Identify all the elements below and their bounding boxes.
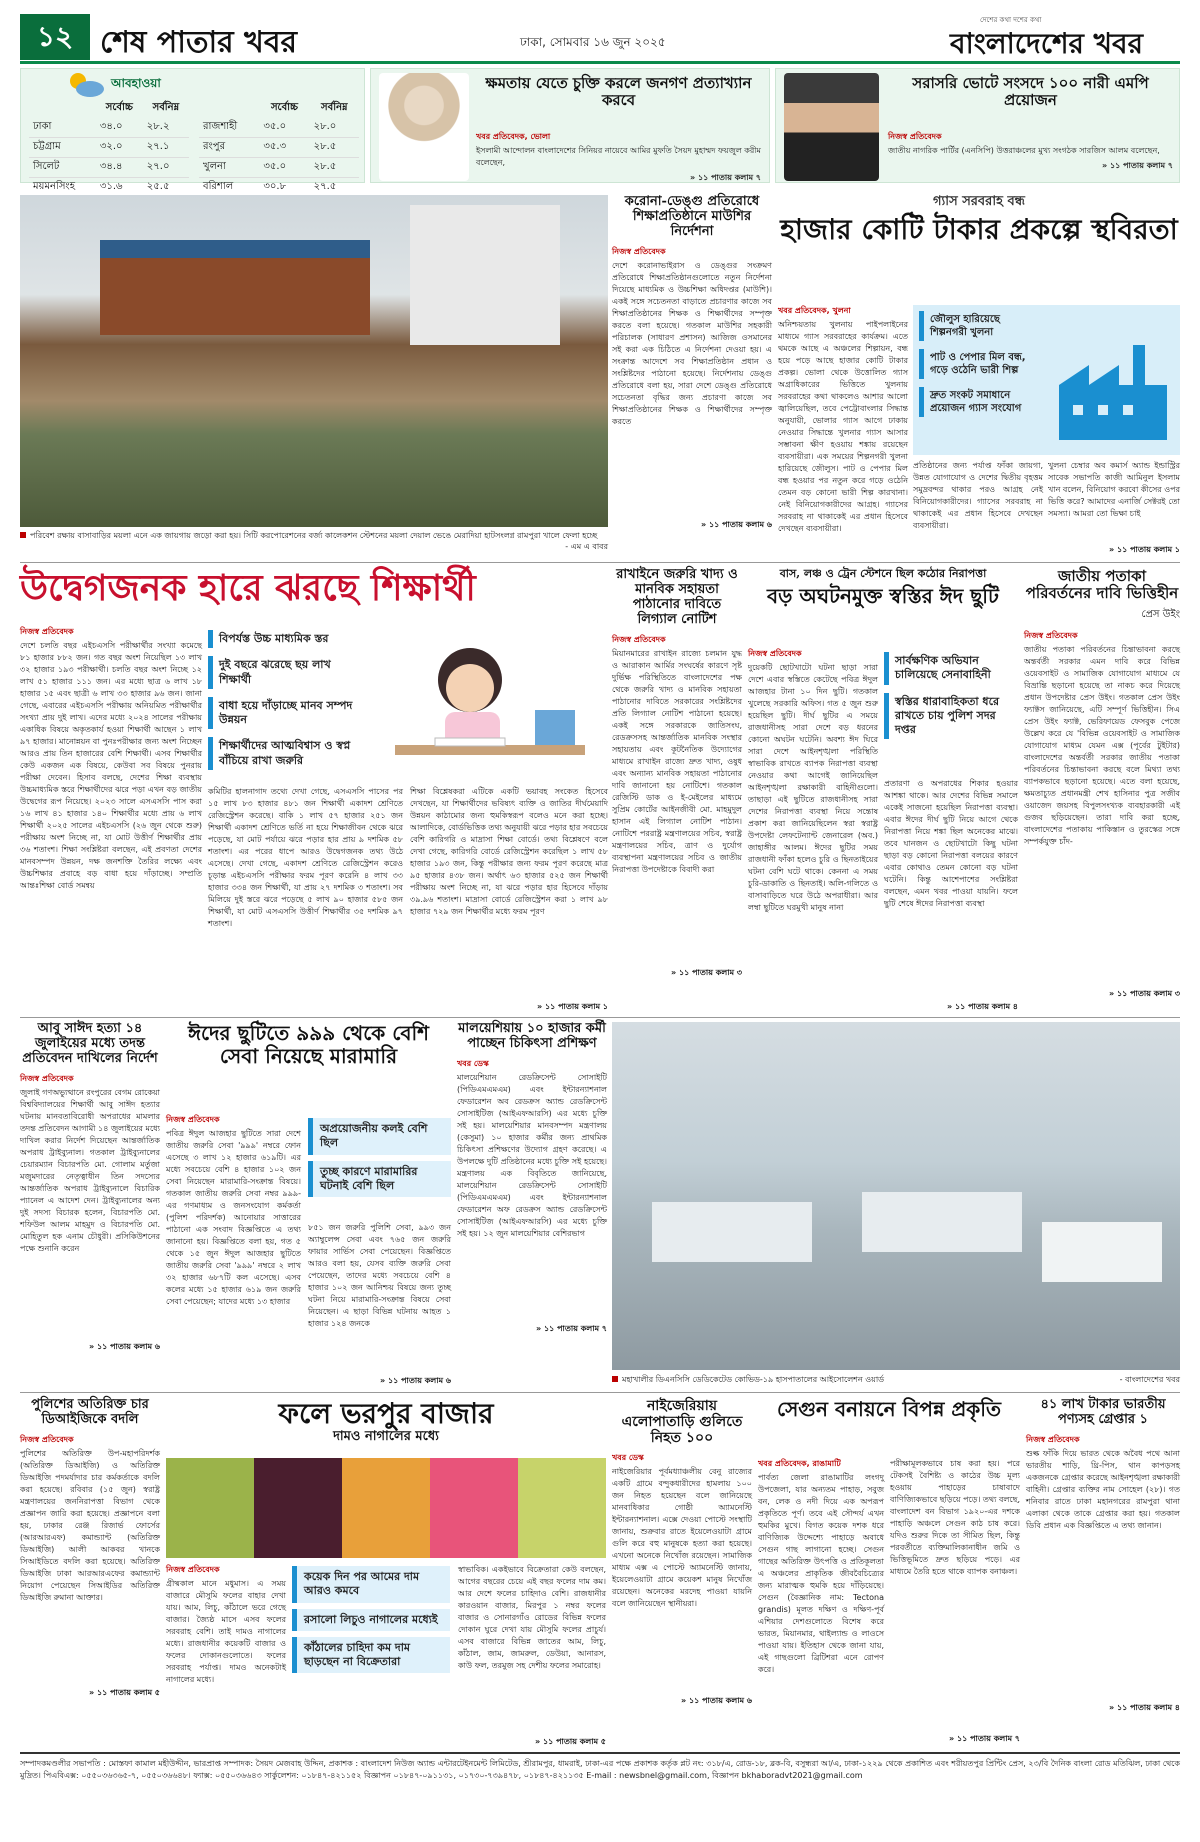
article-malaysia: মালয়েশিয়ায় ১০ হাজার কর্মী পাচ্ছেন চিকিৎসা প্রশিক্ষণ খবর ডেস্ক মালয়েশিয়ান রেডক্রিসেন্ট সোসাইটি (পিডিএমএমএম) এবং ইন্টারন্যাশনাল ফেডারেশন অব রেডক্রস অ্যান্ড রেডক্রিসেন্ট সোসাইটিজ (আইএফআরসি) এর মধ্যে চুক্তি সই হয়। মালয়েশিয়ার মানবসম্পদ মন্ত্রণালয় (কেসুমা) ১০ হাজার কর্মীর জন্য প্রাথমিক চিকিৎসা প্রশিক্ষণের উদ্যোগ গ্রহণ করেছে। এ উপলক্ষে দুটি প্রতিষ্ঠানের মধ্যে চুক্তি সই হয়েছে। মন্ত্রণালয় এক বিবৃতিতে জানিয়েছে, মালয়েশিয়ান রেডক্রিসেন্ট সোসাইটি (পিডিএমএমএম) এবং ইন্টারন্যাশনাল ফেডারেশন অফ রেডক্রস অ্যান্ড রেডক্রিসেন্ট সোসাইটিজ (আইএফআরসি) এর মধ্যে চুক্তি সই হয়। ১২ জুন মালয়েশিয়ার বেশিরভাগ » ১১ পাতায় কলাম ৭ <box>457 1021 607 1333</box>
factory-icon <box>1053 325 1173 449</box>
teaser-body: খবর প্রতিবেদক, ভোলা ইসলামী আন্দোলন বাংলাদেশের সিনিয়র নায়েবে আমির মুফতি সৈয়দ মুহাম্মদ ফয়জুল করীম বলেছেন, » ১১ পাতায় কলাম ৭ <box>476 132 761 182</box>
student-illustration <box>375 630 605 780</box>
article-headline: ঈদের ছুটিতে ৯৯৯ থেকে বেশি সেবা নিয়েছে মারামারি <box>187 1021 430 1068</box>
article-flag: জাতীয় পতাকা পরিবর্তনের দাবি ভিত্তিহীন প্রেস উইং নিজস্ব প্রতিবেদক জাতীয় পতাকা পরিবর্তনের চিন্তাভাবনা করছে অন্তর্বর্তী সরকার এমন দাবি করে বিভিন্ন ওয়েবসাইট ও সামাজিক যোগাযোগ মাধ্যমে যে বিভ্রান্তি ছড়ানো হয়েছে তা নাকচ করে দিয়েছে প্রধান উপদেষ্টার প্রেস উইং। গতকাল প্রেস উইং ফ্যাক্টস জানিয়েছে, এটি সম্পূর্ণ ভিত্তিহীন। সিএ প্রেস উইং ফ্যাক্ট, ভেরিফায়েড ফেসবুক পেজে উল্লেখ করে যে 'বিভিন্ন ওয়েবসাইট ও সামাজিক যোগাযোগ মাধ্যম যেমন এক্স (পূর্বের টুইটার) বাংলাদেশের অন্তর্বর্তী সরকার জাতীয় পতাকা পরিবর্তনের চিন্তাভাবনা করছে বলে মিথ্যা তথ্য ব্যাপকভাবে ছড়ানো হয়েছে। এতে বলা হয়েছে, ক্ষমতাচ্যুত প্রধানমন্ত্রী শেখ হাসিনার পুত্র সজীব ওয়াজেদ জয়সহ বিপুলসংখ্যক ব্যবহারকারী এই গুজব ছড়িয়েছেন। তারা দাবি করা হচ্ছে, বাংলাদেশের পতাকায় পাকিস্তান ও তুরস্কের সঙ্গে সম্পর্কযুক্ত চাঁদ- » ১১ পাতায় কলাম ৩ <box>1024 567 1180 998</box>
article-abu-sayeed: আবু সাঈদ হত্যা ১৪ জুলাইয়ের মধ্যে তদন্ত প্রতিবেদন দাখিলের নির্দেশ নিজস্ব প্রতিবেদক জুলাই গণঅভ্যুত্থানে রংপুরের বেগম রোকেয়া বিশ্ববিদ্যালয়ের শিক্ষার্থী আবু সাঈদ হত্যার ঘটনায় মানবতাবিরোধী অপরাধের মামলার তদন্ত প্রতিবেদন আগামী ১৪ জুলাইয়ের মধ্যে দাখিল করার নির্দেশ দিয়েছেন আন্তর্জাতিক অপরাধ ট্রাইব্যুনাল। গতকাল ট্রাইব্যুনালের চেয়ারম্যান বিচারপতি মো. গোলাম মর্তুজা মজুমদারের নেতৃত্বাধীন তিন সদস্যের আন্তর্জাতিক অপরাধ ট্রাইব্যুনালে বিচারিক প্যানেল এ আদেশ দেন। ট্রাইব্যুনালের অন্য দুই সদস্য বিচারক হলেন, বিচারপতি মো. শফিউল আলম মাহমুদ ও বিচারপতি মো. মোহিতুল হক এনাম চৌধুরী। প্রসিকিউশনের পক্ষে শুনানি করেন » ১১ পাতায় কলাম ৬ <box>20 1021 160 1351</box>
fruit-photo <box>166 1458 606 1558</box>
masthead <box>20 14 1180 64</box>
teaser-headline: ক্ষমতায় যেতে চুক্তি করলে জনগণ প্রত্যাখ্যান করবে <box>485 74 752 110</box>
imprint-footer: সম্পাদকমণ্ডলীর সভাপতি : মোস্তফা কামাল মহীউদ্দীন, ভারপ্রাপ্ত সম্পাদক: সৈয়দ মেজবাহ উদ্দিন, প্রকাশক : বাংলাদেশ নিউজ অ্যান্ড এন্টারটেইনমেন্ট লিমিটেড, শ্রীরামপুর, ধামরাই, ঢাকা-এর পক্ষে প্রকাশক কর্তৃক প্লট নং: ৩১৮/এ, রোড-১৮, ব্লক-বি, বসুন্ধরা আ/এ, ঢাকা-১২২৯ থেকে প্রকাশিত এবং শরীয়তপুর প্রিন্টিং প্রেস, ২৩/বি দৈনিক বাংলা রোড মতিঝিল, ঢাকা থেকে মুদ্রিত। পিএবিএক্স: ০৫৫০৩৬৩৬৫-৭, ০৫৫০৩৬৬৪৮। ফ্যাক্স: ০৫৫০৩৬৬৪৩ সার্কুলেশন: ০১৮৪৭-৪২১১৫২ বিজ্ঞাপন ০১৮৪৭-০৯১১৩১, ০১৭৩০-৭৩৯৪৭৮, ০১৮৪৭-৪২১১৩৫ E-mail : newsbnel@gmail.com, বিজ্ঞাপন bkhaboradvt2021@gmail.com <box>20 1759 1180 1780</box>
portrait-photo <box>379 73 469 181</box>
photo-waste-canal <box>20 195 608 527</box>
article-kicker: বাস, লঞ্চ ও ট্রেন স্টেশনে ছিল কঠোর নিরাপত্তা <box>779 567 987 580</box>
weather-icon <box>66 71 106 99</box>
article-gas: গ্যাস সরবরাহ বন্ধ হাজার কোটি টাকার প্রকল্পে স্থবিরতা খবর প্রতিবেদক, খুলনা অনিশ্চয়তায় খুলনায় পাইপলাইনের মাধ্যমে গ্যাস সরবরাহের কার্যক্রম। এতে থমকে আছে এ অঞ্চলের শিল্পায়ন, বন্ধ হয়ে পড়ে আছে হাজার কোটি টাকার প্রকল্প। ভোলা থেকে উত্তোলিত গ্যাস অগ্রাধিকারের ভিত্তিতে খুলনায় সরবরাহের কথা থাকলেও আশার আলো জ্বালিয়েছিল, তবে পেট্রোবাংলার সিদ্ধান্ত অনুযায়ী, ভোলার গ্যাস আগে ঢাকায় নেওয়ার সিদ্ধান্তে খুলনার গ্যাস আসার সম্ভাবনা ক্ষীণ হওয়ায় শঙ্কায় রয়েছেন ব্যবসায়ীরা। এক সময়ের শিল্পনগরী খুলনা হারিয়েছে জৌলুস। পাট ও পেপার মিল বন্ধ হওয়ার পর নতুন করে গড়ে ওঠেনি তেমন বড় কোনো ভারী শিল্প কারখানা। নেই বিনিয়োগকারীদের আগ্রহ। গ্যাসের সরবরাহ না থাকাকেই এর প্রধান হিসেবে দেখছেন ব্যবসায়ীরা। জৌলুস হারিয়েছে শিল্পনগরী খুলনা পাট ও পেপার মিল বন্ধ, গড়ে ওঠেনি ভারী শিল্প দ্রুত সংকট সমাধানে প্রয়োজন গ্যাস সংযোগ প্রতিষ্ঠানের জন্য পর্যাপ্ত ফাঁকা জায়গা, উন্নত যোগাযোগ ও দেশের দ্বিতীয় বৃহত্তম সমুদ্রবন্দর থাকার পরও আগ্রহ নেই বিনিয়োগকারীদের। গ্যাসের সরবরাহ না থাকাকেই এর প্রধান হিসেবে দেখছেন ব্যবসায়ীরা। খুলনা চেম্বার অব কমার্স অ্যান্ড ইন্ডাস্ট্রির সাবেক সভাপতি কাজী আমিনুল ইসলাম খান বলেন, বিনিয়োগ করবো কীসের ওপর ভিত্তি করে? আমাদের এনার্জি সেক্টরই তো সমস্যা। আমরা তো ভিক্ষা চাই » ১১ পাতায় কলাম ১ <box>778 194 1180 554</box>
issue-date: ঢাকা, সোমবার ১৬ জুন ২০২৫ <box>520 35 666 49</box>
weather-box <box>20 68 365 192</box>
newspaper-name: বাংলাদেশের খবর <box>950 27 1144 60</box>
article-corona: করোনা-ডেঙ্গু প্রতিরোধে শিক্ষাপ্রতিষ্ঠানে মাউশির নির্দেশনা নিজস্ব প্রতিবেদক দেশে করোনাভাইরাস ও ডেঙ্গুর সংক্রমণ প্রতিরোধে শিক্ষাপ্রতিষ্ঠানগুলোতে নতুন নির্দেশনা দিয়েছে মাধ্যমিক ও উচ্চশিক্ষা অধিদপ্তর (মাউশি)। একই সঙ্গে সচেতনতা বাড়াতে প্রচারণার কাজে সব শিক্ষাপ্রতিষ্ঠানের শিক্ষক ও শিক্ষার্থীদের সম্পৃক্ত করতে বলা হয়েছে। গতকাল মাউশির সহকারী পরিচালক (সাধারণ প্রশাসন) আজিজ ওসমানের সই করা এক চিঠিতে এ নির্দেশনা দেওয়া হয়। এ সংক্রান্ত আদেশে সব শিক্ষাপ্রতিষ্ঠান প্রধান ও সংশ্লিষ্টদের পাঠানো হয়েছে। নির্দেশনায় ডেঙ্গু প্রতিরোধে বলা হয়, সারা দেশে ডেঙ্গু প্রতিরোধে সচেতনতা বৃদ্ধির জন্য প্রচারণা কাজে সব শিক্ষাপ্রতিষ্ঠানের শিক্ষক ও শিক্ষার্থীদের সম্পৃক্ত করতে » ১১ পাতায় কলাম ৬ <box>612 194 772 529</box>
weather-title: আবহাওয়া <box>111 76 161 90</box>
weather-table-right: সর্বোচ্চ সর্বনিম্ন রাজশাহী ৩৫.০ ২৮.০ রংপুর ৩৫.৩ ২৮.৫ খুলনা ৩৫.০ ২৮.৫ বরিশাল ৩০.৮ ২৭.৫ <box>199 99 359 198</box>
section-title: শেষ পাতার খবর <box>100 25 298 60</box>
weather-table-left: সর্বোচ্চ সর্বনিম্ন ঢাকা ৩৪.০ ২৮.২ চট্টগ্রাম ৩২.০ ২৭.১ সিলেট ৩৪.৪ ২৭.০ ময়মনসিংহ ৩১.৬ ২৫.৫ <box>29 99 189 198</box>
article-headline: করোনা-ডেঙ্গু প্রতিরোধে শিক্ষাপ্রতিষ্ঠানে মাউশির নির্দেশনা <box>624 194 760 239</box>
article-headline: হাজার কোটি টাকার প্রকল্পে স্থবিরতা <box>780 212 1178 246</box>
photo-caption: মহাখালীর ডিএনসিসি ডেডিকেটেড কোভিড-১৯ হাসপাতালের আইসোলেশন ওয়ার্ড - বাংলাদেশের খবর <box>612 1374 1180 1385</box>
article-nigeria: নাইজেরিয়ায় এলোপাতাড়ি গুলিতে নিহত ১০০ খবর ডেস্ক নাইজেরিয়ার পূর্বমধ্যাঞ্চলীয় বেনু রাজ্যের একটি গ্রামে বন্দুকধারীদের হামলায় ১০০ জন নিহত হয়েছেন বলে জানিয়েছে মানবাধিকার গোষ্ঠী অ্যামনেস্টি ইন্টারন্যাশনাল। এক্সে দেওয়া পোস্টে সংস্থাটি জানায়, শুক্রবার রাতে ইয়েলেওয়াটা গ্রামে গুলি করে বহু মানুষকে হত্যা করা হয়েছে। এখনো অনেকে নিখোঁজ রয়েছেন। সামাজিক মাধ্যম এক্স এ পোস্টে অ্যামনেস্টি জানায়, ইয়েলেওয়াটা গ্রামে কয়েকশ মানুষ নিখোঁজ রয়েছেন। অনেকের মরদেহ পাওয়া যায়নি বলে জানিয়েছেন স্থানীয়রা। » ১১ পাতায় কলাম ৬ <box>612 1398 752 1706</box>
photo-isolation-ward <box>612 1022 1180 1370</box>
article-headline: পুলিশের অতিরিক্ত চার ডিআইজিকে বদলি <box>31 1397 149 1427</box>
gas-infobox: জৌলুস হারিয়েছে শিল্পনগরী খুলনা পাট ও পেপার মিল বন্ধ, গড়ে ওঠেনি ভারী শিল্প দ্রুত সংকট সমাধানে প্রয়োজন গ্যাস সংযোগ <box>913 305 1180 455</box>
page-number: ১২ <box>20 14 90 60</box>
article-headline: আবু সাঈদ হত্যা ১৪ জুলাইয়ের মধ্যে তদন্ত প্রতিবেদন দাখিলের নির্দেশ <box>22 1021 158 1066</box>
teaser-body: নিজস্ব প্রতিবেদক জাতীয় নাগরিক পার্টির (এনসিপি) উত্তরাঞ্চলের মুখ্য সংগঠক সারজিস আলম বলেছেন, » ১১ পাতায় কলাম ৭ <box>888 132 1173 170</box>
teaser-headline: সরাসরি ভোটে সংসদে ১০০ নারী এমপি প্রয়োজন <box>912 74 1149 110</box>
article-headline: জাতীয় পতাকা পরিবর্তনের দাবি ভিত্তিহীন <box>1025 567 1179 603</box>
article-indian-goods: ৪১ লাখ টাকার ভারতীয় পণ্যসহ গ্রেপ্তার ১ নিজস্ব প্রতিবেদক শুল্ক ফাঁকি দিয়ে ভারত থেকে অবৈধ পথে আনা ভারতীয় শাড়ি, থ্রি-পিস, থান কাপড়সহ একজনকে গ্রেপ্তার করেছে আইনশৃঙ্খলা রক্ষাকারী বাহিনী। গ্রেপ্তার ব্যক্তির নাম সোহেল (২৮)। গত শনিবার রাতে ঢাকা মহানগরের রামপুরা থানা এলাকা থেকে তাকে গ্রেপ্তার করা হয়। গতকাল ডিবি প্রধান এক বিজ্ঞপ্তিতে এ তথ্য জানান। » ১১ পাতায় কলাম ৪ <box>1026 1397 1180 1712</box>
article-headline: মালয়েশিয়ায় ১০ হাজার কর্মী পাচ্ছেন চিকিৎসা প্রশিক্ষণ <box>458 1021 606 1051</box>
top-teaser-right <box>775 68 1180 183</box>
slogan: দেশের কথা দশের কথা <box>980 16 1042 24</box>
article-eid: বাস, লঞ্চ ও ট্রেন স্টেশনে ছিল কঠোর নিরাপত্তা বড় অঘটনমুক্ত স্বস্তির ঈদ ছুটি নিজস্ব প্রতিবেদক দুয়েকটি ছোটখাটো ঘটনা ছাড়া সারা দেশে এবার স্বস্তিতে কেটেছে পবিত্র ঈদুল আজহার টানা ১০ দিন ছুটি। গতকাল খুলেছে সরকারি অফিস। গত ৫ জুন শুরু হয়েছিল ছুটি। দীর্ঘ ছুটির এ সময়ে রাজধানীসহ সারা দেশে বড় ধরনের কোনো অঘটন ঘটেনি। অবশ্য ঈদ ঘিরে সারা দেশে আইনশৃঙ্খলা পরিস্থিতি স্বাভাবিক রাখতে ব্যাপক নিরাপত্তা ব্যবস্থা নেওয়ার কথা আগেই জানিয়েছিল আইনশৃঙ্খলা রক্ষাকারী বাহিনীগুলো। তাছাড়া এই ছুটিতে রাজধানীসহ সারা দেশের নিরাপত্তা ব্যবস্থা নিয়ে সন্তোষ প্রকাশ করা জানিয়েছিলেন স্বরা স্বরাষ্ট্র উপদেষ্টা লেফটেন্যান্ট জেনারেল (অব.) জাহাঙ্গীর আলম। ঈদের ছুটির সময় রাজধানী ফাঁকা হলেও চুরি ও ছিনতাইয়ের ঘটনা বেশি ঘটে থাকে। কেননা এ সময় চুরি-ডাকাতি ও ছিনতাই। অলি-গলিতে ও বাসাবাড়িতে ঘরে উঠে অপরাধীরা। আর লম্বা ছুটিতে ঘরমুখী মানুষ নানা সার্বক্ষণিক অভিযান চালিয়েছে সেনাবাহিনী স্বস্তির ধারাবাহিকতা ধরে রাখতে চায় পুলিশ সদর দপ্তর প্রতারণা ও অপরাধের শিকার হওয়ার আশঙ্কা থাকে। আর দেশের বিভিন্ন সমালে একেই সাজনো হয়েছিল নিরাপত্তা ব্যবস্থা। এবার ঈদের দীর্ঘ ছুটি নিয়ে আগে থেকে নিরাপত্তা নিয়ে শঙ্কা ছিল অনেকের মাঝে। তবে ঘানজন ও ছোটখাটো কিছু ঘটনা ছাড়া বড় কোনো নিরাপত্তা বলয়ের কারণে এবার কোথাও তেমন কোনো বড় ঘটনা ঘটেনি। কিন্তু আশেপাশের সংশ্লিষ্টরা বলছেন, এমন খবর পাওয়া যায়নি। ফলে ছুটি শেষে ঈদের নিরাপত্তা ব্যবস্থা » ১১ পাতায় কলাম ৪ <box>748 567 1018 1011</box>
article-lead: উদ্বেগজনক হারে ঝরছে শিক্ষার্থী নিজস্ব প্রতিবেদক দেশে চলতি বছর এইচএসসি পরীক্ষার্থীর সংখ্যা কমেছে ৮১ হাজার ৮৮২ জন। গত বছর অংশ নিয়েছিল ১৩ লাখ ৩২ হাজার ১৯৩ পরীক্ষার্থী। চলতি বছর অংশ নিচ্ছে ১২ লাখ ৫১ হাজার ১১১ জন। এর মধ্যে ছাত্র ৬ লাখ ১৮ হাজার ১৫ এবং ছাত্রী ৬ লাখ ৩৩ হাজার ৯৬ জন। জানা গেছে, এবারের এইচএসসি পরীক্ষায় অনিয়মিত পরীক্ষার্থীর সংখ্যা প্রায় দুই লাখ। এদের মধ্যে ২০২৪ সালের পরীক্ষায় একাধিক বিষয়ে অকৃতকার্য হওয়া শিক্ষার্থী আছেন ১ লাখ ৯৭ হাজার। মানোন্নয়ন বা পুনঃপরীক্ষার জন্য অংশ নিচ্ছেন আরও প্রায় তিন হাজারের বেশি শিক্ষার্থী। এসব শিক্ষার্থীর কেউ একজন এক বিষয়ে, কেউবা সব বিষয়ে পুনরায় পরীক্ষা দেবেন। হিসাব বলছে, দেশের শিক্ষা ব্যবস্থায় উচ্চমাধ্যমিক স্তরে শিক্ষার্থীদের ঝরে পড়া এখন বড় জাতীয় উদ্বেগের রূপ নিয়েছে। ২০২৩ সালে এসএসসি পাস করা ১৬ লাখ ৪১ হাজার ১৪০ শিক্ষার্থীর মধ্যে প্রায় ৬ লাখ শিক্ষার্থী ২০২৫ সালের এইচএসসি (২৬ জুন থেকে শুরু) পরীক্ষায় অংশ নিচ্ছে না, যা মোট উত্তীর্ণ শিক্ষার্থীর প্রায় ৩৬ শতাংশ। শিক্ষা সংশ্লিষ্টরা বলছেন, এই প্রবণতা দেশের মানবসম্পদ উন্নয়ন, দক্ষ জনশক্তি তৈরির লক্ষ্যে এবং উচ্চশিক্ষার প্রবাহে বড় বাধা হয়ে দাঁড়াচ্ছে। সম্প্রতি আন্তঃশিক্ষা বোর্ড সমন্বয় বিপর্যস্ত উচ্চ মাধ্যমিক স্তর দুই বছরে ঝরেছে ছয় লাখ শিক্ষার্থী বাধা হয়ে দাঁড়াচ্ছে মানব সম্পদ উন্নয়ন শিক্ষার্থীদের আত্মবিশ্বাস ও স্বপ্ন বাঁচিয়ে রাখা জরুরি কমিটির হালনাগাদ তথ্যে দেখা গেছে, এসএসসি পাসের পর ১৫ লাখ ৮৩ হাজার ৪৮১ জন শিক্ষার্থী একাদশ শ্রেণিতে রেজিস্ট্রেশন করেছে। বাকি ১ লাখ ৫৭ হাজার ২৫১ জন শিক্ষার্থী একাদশ শ্রেণিতে ভর্তি না হয়ে শিক্ষাজীবন থেকে ঝরে পড়েছে, যা মোট পর্যায়ে ঝরে পড়ার হার প্রায় ৯ দশমিক ৫৮ শতাংশ। এর পরের ধাপে আরও উদ্বেগজনক তথ্য উঠে এসেছে। দেখা গেছে, একাদশ শ্রেণিতে রেজিস্ট্রেশন করেও চূড়ান্ত এইচএসসি পরীক্ষার ফরম পূরণ করেনি ৪ লাখ ৩৩ হাজার ৩৩৪ জন শিক্ষার্থী, যা প্রায় ২৭ দশমিক ৩ শতাংশ। সব মিলিয়ে দুই স্তরে ঝরে পড়েছে ৫ লাখ ৯০ হাজার ৫৮৫ জন শিক্ষার্থী, যা মোট এসএসসি উত্তীর্ণ শিক্ষার্থীর ৩৫ দশমিক ৯৭ শতাংশ। শিক্ষা বিশ্লেষকরা এটিকে একটি ভয়াবহ সংকেত হিসেবে দেখছেন, যা শিক্ষার্থীদের ভবিষ্যৎ ব্যক্তি ও জাতির দীর্ঘমেয়াদি উন্নয়ন কাঠামোর জন্য হুমকিস্বরূপ বলেও মনে করা হচ্ছে। আলাদিকে, বোর্ডভিত্তিক তথ্য অনুযায়ী ঝরে পড়ার হার সবচেয়ে বেশি কারিগরি ও মাদ্রাসা শিক্ষা বোর্ডে। তথ্য বিশ্লেষণে বলে দেখা গেছে, কারিগরি বোর্ডে রেজিস্ট্রেশন করেছিল ১ লাখ ৫৮ হাজার ১৯৩ জন, কিন্তু পরীক্ষার জন্য ফরম পূরণ করেছে মাত্র ৯৫ হাজার ৪৩৮ জন। অর্থাৎ ৬৩ হাজার ৫২৫ জন শিক্ষার্থী পরীক্ষায় অংশ নিচ্ছে না, যা ঝরে পড়ার হার হিসেবে দাঁড়ায় ৩৯.৯৬ শতাংশ। মাদ্রাসা বোর্ডে রেজিস্ট্রেশন করা ১ লাখ ৯৮ হাজার ৭২৯ জন শিক্ষার্থীর মধ্যে ফরম পূরণ » ১১ পাতায় কলাম ১ <box>20 567 608 1011</box>
article-fruit-market: ফলে ভরপুর বাজার দামও নাগালের মধ্যে নিজস্ব প্রতিবেদক গ্রীষ্মকাল মানে মধুমাস। এ সময় বাজারে মৌসুমি ফলের বাহার দেখা যায়। আম, লিচু, কাঁঠালে ভরে গেছে বাজার। জ্যৈষ্ঠ মাসে এসব ফলের সরবরাহ বেশি। তাই দামও নাগালের মধ্যে। রাজধানীর কয়েকটি বাজার ও ফলের দোকানগুলোতে। ফলের সরবরাহ পর্যাপ্ত। দামও অনেকটাই নাগালের মধ্যে। কয়েক দিন পর আমের দাম আরও কমবে রসালো লিচুও নাগালের মধ্যেই কাঁঠালের চাহিদা কম দাম ছাড়ছেন না বিক্রেতারা স্বাভাবিক। একইভাবে বিক্রেতারা কেউ বলছেন, আগের বছরের চেয়ে এই বছর ফলের দাম কম। আর দেশে ফলের চাহিদাও বেশি। রাজধানীর কারওয়ান বাজার, মিরপুর ১ নম্বর ফলের বাজার ও সোনারগাঁও রোডের বিভিন্ন ফলের দোকান ঘুরে দেখা যায় মৌসুমি ফলের প্রাচুর্য। এসব বাজারে বিভিন্ন জাতের আম, লিচু, কাঁঠাল, জাম, জামরুল, ডেউয়া, আনারস, কাউ ফল, তরমুজ সহ দেশীয় ফলের সমারোহ। » ১১ পাতায় কলাম ৫ <box>166 1397 606 1746</box>
article-kicker: গ্যাস সরবরাহ বন্ধ <box>933 194 1025 209</box>
article-headline: ফলে ভরপুর বাজার <box>278 1397 494 1430</box>
article-police-transfer: পুলিশের অতিরিক্ত চার ডিআইজিকে বদলি নিজস্ব প্রতিবেদক পুলিশের অতিরিক্ত উপ-মহাপরিদর্শক (অতিরিক্ত ডিআইজি) ও অতিরিক্ত ডিআইজি পদমর্যাদার চার কর্মকর্তাকে বদলি করা হয়েছে। রবিবার (১৫ জুন) স্বরাষ্ট্র মন্ত্রণালয়ের জননিরাপত্তা বিভাগ থেকে প্রজ্ঞাপন জারি করা হয়েছে। প্রজ্ঞাপনে বলা হয়, ঢাকার রেঞ্জ রিজার্ভ ফোর্সের (আরআরএফ) কমান্ড্যান্ট (অতিরিক্ত ডিআইজি) আলী আকবর খানকে সিআইডিতে বদলি করা হয়েছে। অতিরিক্ত ডিআইজি ঢাকা আরআরএফের কমান্ড্যান্ট নিয়োগ পেয়েছেন সিআইডির অতিরিক্ত ডিআইজি রুমানা আক্তার। » ১১ পাতায় কলাম ৫ <box>20 1397 160 1697</box>
article-subheadline: দামও নাগালের মধ্যে <box>333 1429 439 1445</box>
article-headline: রাখাইনে জরুরি খাদ্য ও মানবিক সহায়তা পাঠানোর দাবিতে লিগ্যাল নোটিশ <box>616 567 738 627</box>
article-999: ঈদের ছুটিতে ৯৯৯ থেকে বেশি সেবা নিয়েছে মারামারি নিজস্ব প্রতিবেদক পবিত্র ঈদুল আজহার ছুটিতে সারা দেশে জাতীয় জরুরি সেবা '৯৯৯' নম্বরে ফোন এসেছে ৩ লাখ ১২ হাজার ৬১৯টি। এর মধ্যে সবচেয়ে বেশি ৪ হাজার ১০২ জন সেবা নিয়েছেন মারামারি-সংক্রান্ত বিষয়ে। গতকাল জাতীয় জরুরি সেবা নম্বর ৯৯৯-এর গণমাধ্যম ও জনসংযোগ কর্মকর্তা (পুলিশ পরিদর্শক) আনোয়ার সাত্তারের পাঠানো এক সংবাদ বিজ্ঞপ্তিতে এ তথ্য জানানো হয়। বিজ্ঞপ্তিতে বলা হয়, গত ৫ থেকে ১৫ জুন ঈদুল আজহার ছুটিতে জাতীয় জরুরি সেবা '৯৯৯' নম্বরে ২ লাখ ৩২ হাজার ৬৮৭টি কল এসেছে। এসব কলের মধ্যে ১৫ হাজার ৬১৯ জন জরুরি সেবা পেয়েছেন; যাদের মধ্যে ১৩ হাজার অপ্রয়োজনীয় কলই বেশি ছিল তুচ্ছ কারণে মারামারির ঘটনাই বেশি ছিল ৮৫১ জন জরুরি পুলিশি সেবা, ৯৯৩ জন অ্যাম্বুলেন্স সেবা এবং ৭৬৫ জন জরুরি ফায়ার সার্ভিস সেবা পেয়েছেন। বিজ্ঞপ্তিতে আরও বলা হয়, যেসব ব্যক্তি জরুরি সেবা পেয়েছেন, তাদের মধ্যে সবচেয়ে বেশি ৪ হাজার ১০২ জন আনিশ্চয় বিষয়ে জন্য তুচ্ছ ঘটনা নিয়ে মারামারি-সংক্রান্ত বিষয়ে সেবা নিয়েছেন। এ ছাড়া বিভিন্ন ঘটনায় আহত ১ হাজার ১২৪ জনকে » ১১ পাতায় কলাম ৬ <box>166 1021 451 1385</box>
article-teak-forest: সেগুন বনায়নে বিপন্ন প্রকৃতি খবর প্রতিবেদক, রাঙামাটি পার্বত্য জেলা রাঙামাটির লংগদু উপজেলা, যার অন্যতম পাহাড়, সবুজ বন, লেক ও নদী দিয়ে এক অপরূপ প্রকৃতিতে পূর্ণ। তবে এই সৌন্দর্য এখন হুমকির মুখে। বিগত কয়েক দশক ধরে বাণিজ্যিক উদ্দেশ্যে পাহাড়ে অবাধে সেগুন গাছ লাগানো হচ্ছে। সেগুন গাছের অতিরিক্ত উৎপত্তি ও প্রতিকূলতা এ অঞ্চলের প্রাকৃতিক জীববৈচিত্র্যের জন্য মারাত্মক হুমকি হয়ে দাঁড়িয়েছে। সেগুন (বৈজ্ঞানিক নাম: Tectona grandis) মূলত দক্ষিণ ও দক্ষিণ-পূর্ব এশিয়ার দেশগুলোতে বিশেষ করে ভারত, মিয়ানমার, থাইল্যান্ড ও লাওসে পাওয়া যায়। ইতিহাস থেকে জানা যায়, এই গাছগুলো ব্রিটিশরা এনে রোপণ করে। পরীক্ষামূলকভাবে চাষ করা হয়। পরে টেকসই বৈশিষ্ট্য ও কাঠের উচ্চ মূল্য হওয়ায় পাহাড়ের চাষাবাদে বাণিজ্যিকভাবে ছড়িয়ে পড়ে। তথ্য বলছে, বাংলাদেশ বন বিভাগ ১৯২০-এর দশকে পাহাড়ি অঞ্চলে সেগুন কাঠ চাষ করে। যদিও শুরুর দিকে তা সীমিত ছিল, কিন্তু পরবর্তীতে ব্যক্তিমালিকানাধীন জমি ও ভিত্তিভূমিতে দ্রুত ছড়িয়ে পড়ে। এর মাধ্যমে তৈরি হতে থাকে ব্যাপক বনাঞ্চল। » ১১ পাতায় কলাম ৭ <box>758 1397 1020 1743</box>
article-headline: ৪১ লাখ টাকার ভারতীয় পণ্যসহ গ্রেপ্তার ১ <box>1040 1397 1166 1427</box>
article-legal-notice: রাখাইনে জরুরি খাদ্য ও মানবিক সহায়তা পাঠানোর দাবিতে লিগ্যাল নোটিশ নিজস্ব প্রতিবেদক মিয়ানমারের রাখাইন রাজ্যে চলমান যুদ্ধ ও আরাকান আর্মির সংঘর্ষের কারণে সৃষ্ট দুর্ভিক্ষ পরিস্থিতিতে বাংলাদেশের পক্ষ থেকে জরুরি খাদ্য ও মানবিক সহায়তা পাঠানোর দাবিতে সরকারের সংশ্লিষ্টদের প্রতি লিগ্যাল নোটিশ পাঠানো হয়েছে। একই সঙ্গে সরকারকে জাতিসংঘ, রেডক্রসসহ আন্তর্জাতিক মানবিক সংস্থার সহায়তায় এবং কূটনৈতিক উদ্যোগের মাধ্যমে রাখাইন রাজ্যে দ্রুত খাদ্য, ওষুধ এবং অন্যান্য মানবিক সহায়তা পাঠানোর দাবি জানানো হয় নোটিশে। গতকাল রেজিস্টি ডাক ও ই-মেইলের মাধ্যমে সুপ্রিম কোর্টের আইনজীবী মো. মাহমুদুল হাসান এই লিগ্যাল নোটিশ পাঠান। নোটিশে পররাষ্ট্র মন্ত্রণালয়ের সচিব, স্বরাষ্ট্র মন্ত্রণালয়ের সচিব, ত্রাণ ও দুর্যোগ ব্যবস্থাপনা মন্ত্রণালয়ের সচিব ও জাতীয় নিরাপত্তা উপদেষ্টাকে বিবাদী করা » ১১ পাতায় কলাম ৩ <box>612 567 742 977</box>
lead-headline: উদ্বেগজনক হারে ঝরছে শিক্ষার্থী <box>20 567 476 609</box>
article-headline: বড় অঘটনমুক্ত স্বস্তির ঈদ ছুটি <box>767 583 999 608</box>
portrait-photo <box>784 73 879 181</box>
photo-caption: পরিবেশ রক্ষায় বাসাবাড়ির ময়লা এনে এক জায়গায় জড়ো করা হয়। সিটি করপোরেশনের বর্জ্য কালেকশন স্টেশনের ময়লা দেয়াল ভেঙে মেরাদিয়া হাটসংলগ্ন রামপুরা খালে ফেলা হচ্ছে - এম এ বাবর <box>20 530 608 552</box>
article-headline: সেগুন বনায়নে বিপন্ন প্রকৃতি <box>776 1397 1001 1421</box>
top-teaser-left <box>370 68 770 183</box>
article-headline: নাইজেরিয়ায় এলোপাতাড়ি গুলিতে নিহত ১০০ <box>621 1398 743 1447</box>
